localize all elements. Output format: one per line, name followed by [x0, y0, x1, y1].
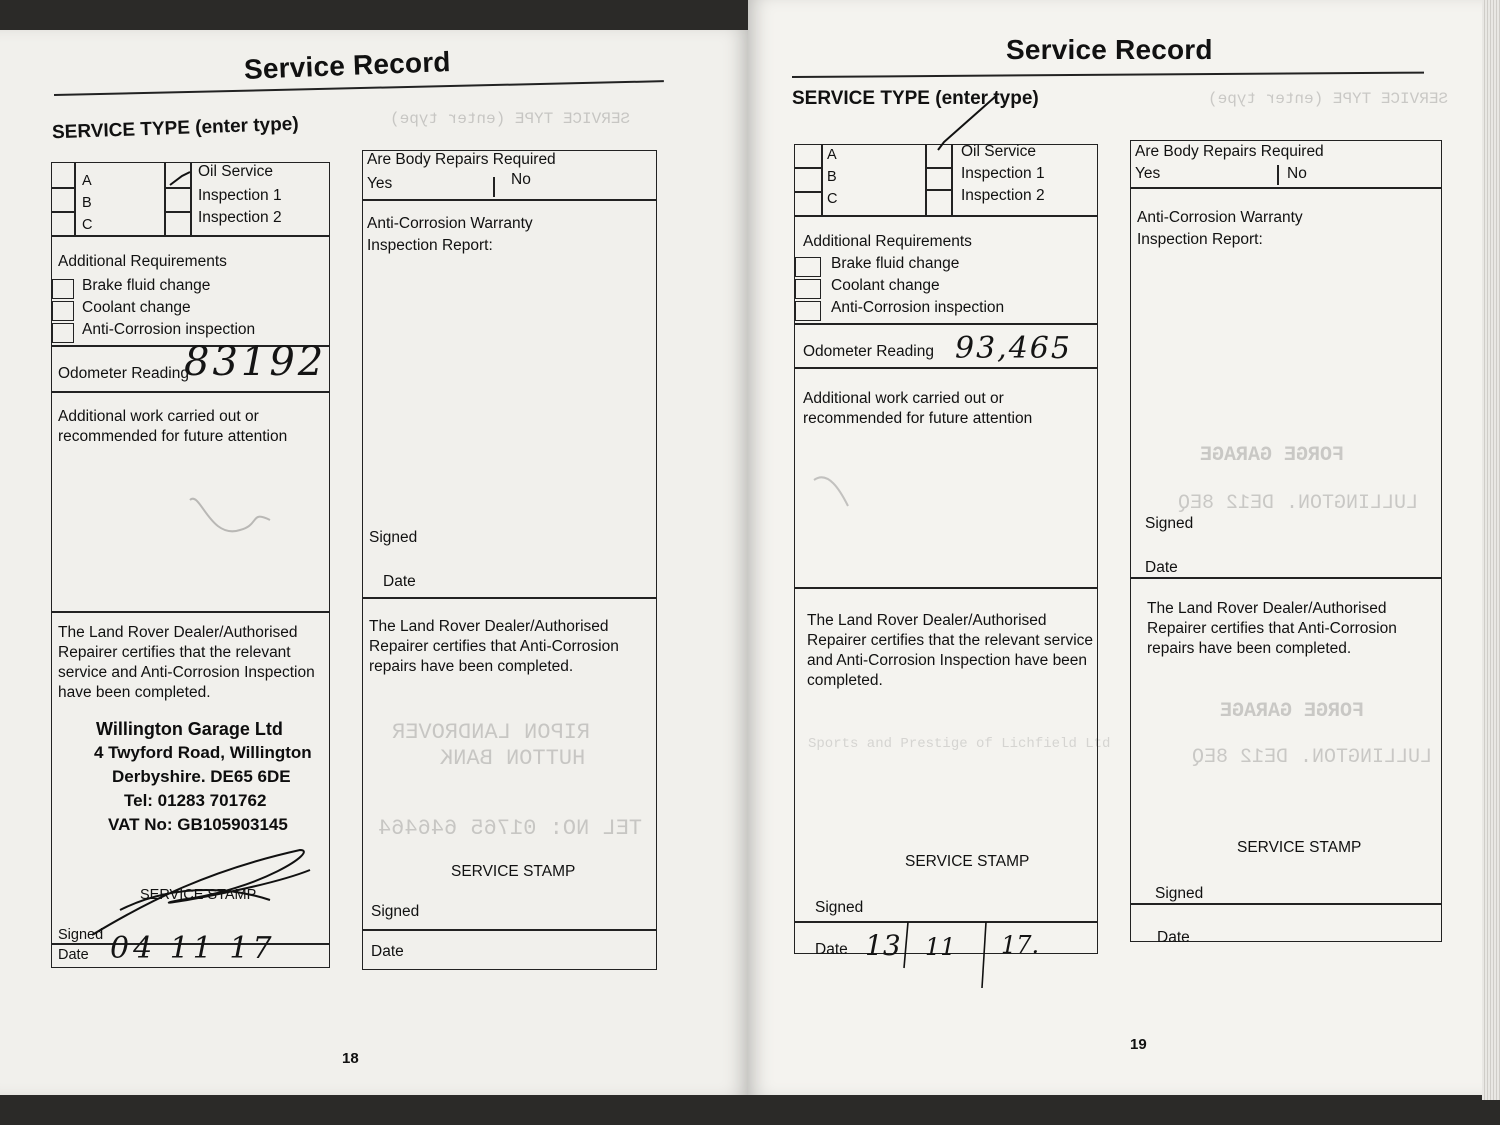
acw-title: Anti-Corrosion Warranty	[1137, 209, 1303, 226]
brake-fluid-label: Brake fluid change	[82, 277, 211, 294]
no-label: No	[1287, 165, 1307, 182]
type-b-label: B	[827, 169, 837, 185]
body-repairs-label: Are Body Repairs Required	[1135, 143, 1324, 160]
page-edges	[1482, 0, 1500, 1100]
odometer-label: Odometer Reading	[803, 343, 934, 360]
type-a-label: A	[827, 147, 837, 163]
odometer-value[interactable]: 83192	[184, 339, 327, 385]
ghost-text: SERVICE TYPE (enter type)	[1208, 90, 1449, 108]
type-a-label: A	[82, 173, 92, 189]
signature-ink	[0, 30, 748, 1095]
signed-2-label: Signed	[1145, 515, 1194, 532]
stamp-address-1: 4 Twyford Road, Willington	[94, 743, 312, 762]
date-value[interactable]: 04 11 17	[110, 931, 276, 966]
acw-title: Anti-Corrosion Warranty	[367, 215, 533, 232]
no-label: No	[511, 171, 531, 188]
signed-label: Signed	[58, 927, 104, 943]
certify-text: The Land Rover Dealer/Authorised Repairer certifies that the relevant service and Anti-Corrosion Inspection have been completed.	[807, 612, 1094, 689]
inspection2-label: Inspection 2	[961, 187, 1045, 204]
coolant-label: Coolant change	[82, 299, 191, 316]
signed-3-label: Signed	[371, 903, 420, 920]
service-stamp-2-label: SERVICE STAMP	[451, 863, 576, 880]
date-month[interactable]: 11	[925, 933, 956, 961]
right-page	[748, 0, 1500, 1095]
certify-text-2: The Land Rover Dealer/Authorised Repairer certifies that Anti-Corrosion repairs have been completed.	[1147, 600, 1397, 657]
ghost-text: Sports and Prestige of Lichfield Ltd	[808, 736, 1111, 752]
inspection1-label: Inspection 1	[198, 187, 282, 204]
service-type-label: SERVICE TYPE (enter type)	[51, 113, 299, 144]
ghost-text: RIPON LANDROVER	[392, 720, 591, 745]
service-type-label: SERVICE TYPE (enter type)	[792, 88, 1039, 109]
additional-requirements-label: Additional Requirements	[803, 233, 972, 250]
date-3-label: Date	[371, 943, 404, 960]
additional-requirements-label: Additional Requirements	[58, 253, 227, 270]
date-year[interactable]: 17.	[1001, 931, 1040, 959]
service-stamp-2-label: SERVICE STAMP	[1237, 839, 1362, 856]
ghost-text: SERVICE TYPE (enter type)	[390, 110, 631, 128]
acw-report: Inspection Report:	[367, 237, 493, 254]
certify-text: The Land Rover Dealer/Authorised Repairer certifies that the relevant service and Anti-Corrosion Inspection have been completed.	[58, 624, 315, 701]
ghost-text: HUTTON BANK	[440, 746, 586, 771]
service-stamp-label: SERVICE STAMP	[905, 853, 1030, 870]
inspection1-label: Inspection 1	[961, 165, 1045, 182]
ghost-text: TEL NO: 01765 646464	[378, 816, 643, 841]
ghost-text: FORGE GARAGE	[1220, 700, 1365, 723]
signed-2-label: Signed	[369, 529, 418, 546]
date-3-label: Date	[1157, 929, 1190, 946]
odometer-value[interactable]: 93,465	[955, 331, 1072, 366]
signed-label: Signed	[815, 899, 864, 916]
anti-corrosion-label: Anti-Corrosion inspection	[831, 299, 1005, 316]
inspection2-label: Inspection 2	[198, 209, 282, 226]
page-title: Service Record	[243, 46, 452, 85]
type-b-label: B	[82, 195, 92, 211]
page-number: 19	[1130, 1036, 1147, 1053]
stamp-address-2: Derbyshire. DE65 6DE	[112, 767, 291, 786]
signed-3-label: Signed	[1155, 885, 1204, 902]
date-label: Date	[815, 941, 848, 958]
acw-report: Inspection Report:	[1137, 231, 1263, 248]
date-day[interactable]: 13	[865, 929, 901, 962]
stamp-tel: Tel: 01283 701762	[124, 791, 267, 810]
oil-service-label: Oil Service	[961, 143, 1036, 160]
tick-ink	[748, 0, 1500, 1095]
date-2-label: Date	[1145, 559, 1178, 576]
page-title: Service Record	[1006, 34, 1213, 65]
service-stamp-label: SERVICE STAMP	[140, 887, 257, 903]
yes-label: Yes	[367, 175, 393, 192]
ghost-text: FORGE GARAGE	[1200, 444, 1345, 467]
body-repairs-label: Are Body Repairs Required	[367, 151, 556, 168]
stamp-vat: VAT No: GB105903145	[108, 815, 288, 834]
certify-text-2: The Land Rover Dealer/Authorised Repairer certifies that Anti-Corrosion repairs have been completed.	[369, 618, 619, 675]
coolant-label: Coolant change	[831, 277, 940, 294]
stamp-name: Willington Garage Ltd	[96, 719, 283, 739]
ghost-text: LULLINGTON. DE12 8EQ	[1192, 746, 1433, 769]
additional-work-label: Additional work carried out or recommended for future attention	[803, 390, 1033, 427]
date-2-label: Date	[383, 573, 416, 590]
odometer-label: Odometer Reading	[58, 365, 189, 382]
type-c-label: C	[82, 217, 93, 233]
left-page	[0, 30, 748, 1095]
additional-work-label: Additional work carried out or recommended for future attention	[58, 408, 288, 445]
yes-label: Yes	[1135, 165, 1161, 182]
anti-corrosion-label: Anti-Corrosion inspection	[82, 321, 256, 338]
oil-service-label: Oil Service	[198, 163, 273, 180]
brake-fluid-label: Brake fluid change	[831, 255, 960, 272]
type-c-label: C	[827, 191, 838, 207]
page-number: 18	[342, 1050, 359, 1067]
date-label: Date	[58, 947, 89, 963]
ghost-text: LULLINGTON. DE12 8EQ	[1178, 492, 1419, 515]
